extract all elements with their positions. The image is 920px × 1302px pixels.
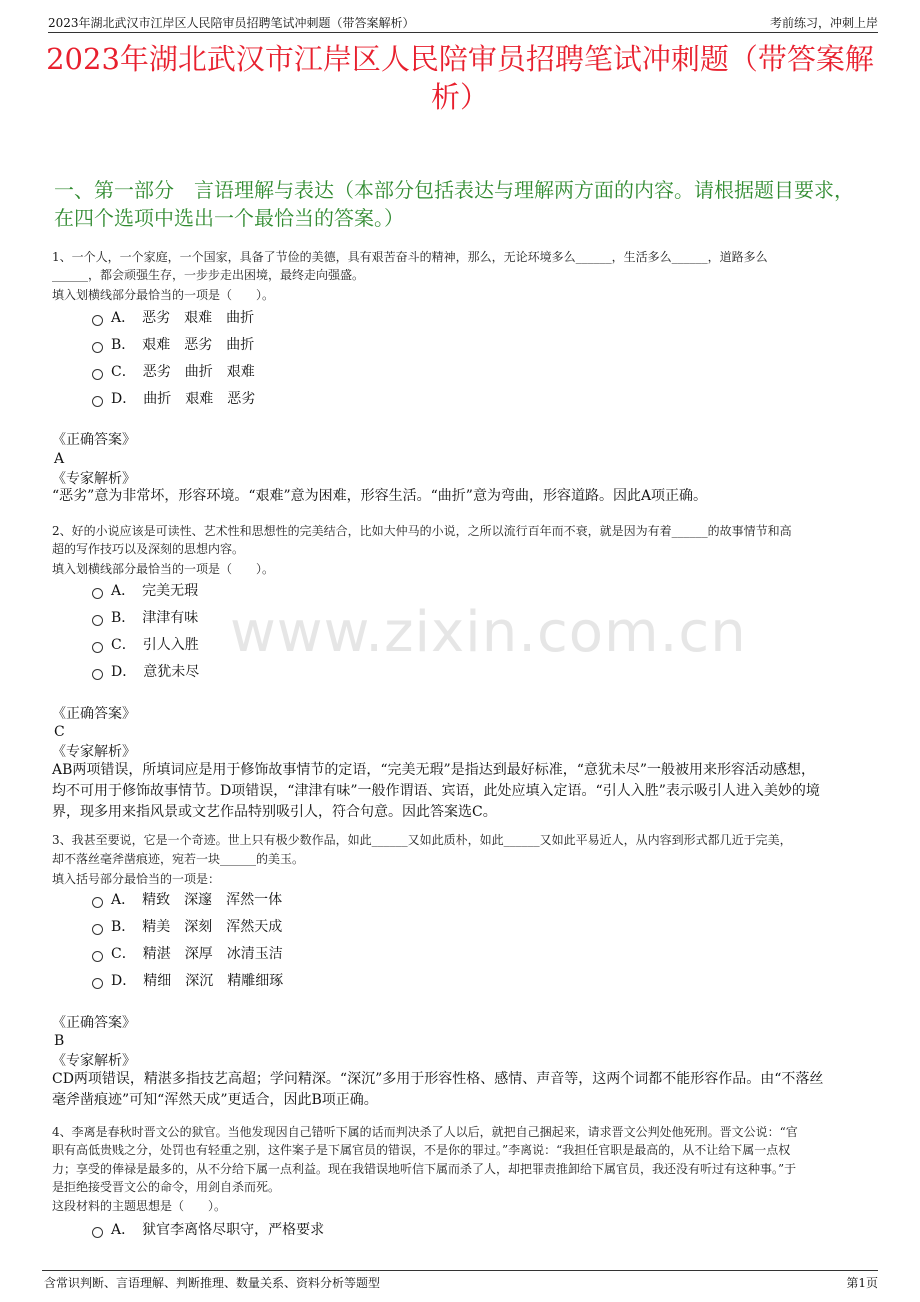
page-number: 第1页 xyxy=(846,1276,878,1290)
question-3-analysis-label: 《专家解析》 xyxy=(52,1053,136,1069)
question-3-analysis-line: CD两项错误，精湛多指技艺高超；学问精深。“深沉”多用于形容性格、感情、声音等，这两个词都不能形容作品。由“不落丝 xyxy=(52,1071,824,1087)
question-2-analysis-line: 均不可用于修饰故事情节。D项错误，“津津有味”一般作谓语、宾语，此处应填入定语。“引人入胜”表示吸引人进入美妙的境 xyxy=(52,783,820,799)
option-label: B． 精美 深刻 浑然天成 xyxy=(111,919,283,935)
radio-icon[interactable] xyxy=(92,615,103,626)
question-1-stem-line: ______，都会顽强生存，一步步走出困境，最终走向强盛。 xyxy=(52,268,365,282)
question-1-answer-label: 《正确答案》 xyxy=(52,432,136,448)
question-2-analysis-line: 界，现多用来指风景或文艺作品特别吸引人，符合句意。因此答案选C。 xyxy=(52,804,497,820)
header-doc-title: 2023年湖北武汉市江岸区人民陪审员招聘笔试冲刺题（带答案解析） xyxy=(48,16,415,30)
question-3-option-d[interactable] xyxy=(92,970,283,992)
option-label: C． 引人入胜 xyxy=(111,637,199,653)
radio-icon[interactable] xyxy=(92,1227,103,1238)
question-2-stem-line: 超的写作技巧以及深刻的思想内容。 xyxy=(52,542,245,556)
header-slogan: 考前练习，冲刺上岸 xyxy=(769,16,878,30)
radio-icon[interactable] xyxy=(92,978,103,989)
option-label: C． 恶劣 曲折 艰难 xyxy=(111,364,255,380)
question-1-option-d[interactable] xyxy=(92,388,255,410)
option-label: D． 曲折 艰难 恶劣 xyxy=(111,391,256,407)
question-2-stem-line: 2、好的小说应该是可读性、艺术性和思想性的完美结合，比如大仲马的小说，之所以流行百年而不衰，就是因为有着______的故事情节和高 xyxy=(52,524,792,538)
watermark: www.zixin.com.cn xyxy=(230,600,747,665)
question-1-analysis: “恶劣”意为非常坏，形容环境。“艰难”意为困难，形容生活。“曲折”意为弯曲，形容道路。因此A项正确。 xyxy=(52,488,708,504)
option-label: A． 完美无瑕 xyxy=(111,583,199,599)
question-3-answer-label: 《正确答案》 xyxy=(52,1015,136,1031)
question-2-answer: C xyxy=(54,724,65,740)
page-footer xyxy=(42,1270,878,1293)
option-label: D． 意犹未尽 xyxy=(111,664,200,680)
radio-icon[interactable] xyxy=(92,642,103,653)
radio-icon[interactable] xyxy=(92,315,103,326)
question-4-option-a[interactable] xyxy=(92,1219,324,1241)
question-3-option-c[interactable] xyxy=(92,943,283,965)
question-3-stem-line: 3、我甚至要说，它是一个奇迹。世上只有极少数作品，如此______又如此质朴，如此______又如此平易近人，从内容到形式都几近于完美， xyxy=(52,833,792,847)
radio-icon[interactable] xyxy=(92,396,103,407)
radio-icon[interactable] xyxy=(92,951,103,962)
question-2-option-c[interactable] xyxy=(92,634,199,656)
question-4-stem-line: 力；享受的俸禄是最多的，从不分给下属一点利益。现在我错误地听信下属而杀了人，却把罪责推卸给下属官员，我还没有听过有这种事。”于 xyxy=(52,1162,797,1176)
question-3-option-a[interactable] xyxy=(92,889,282,911)
question-3-prompt: 填入括号部分最恰当的一项是： xyxy=(52,872,221,886)
option-label: D． 精细 深沉 精雕细琢 xyxy=(111,973,284,989)
option-label: A． 精致 深邃 浑然一体 xyxy=(111,892,283,908)
question-1-option-a[interactable] xyxy=(92,307,254,329)
section-heading: 一、第一部分 言语理解与表达（本部分包括表达与理解两方面的内容。请根据题目要求，在四个选项中选出一个最恰当的答案。） xyxy=(54,178,854,230)
question-1-prompt: 填入划横线部分最恰当的一项是（ ）。 xyxy=(52,288,275,302)
question-4-stem-line: 4、李离是春秋时晋文公的狱官。当他发现因自己错听下属的话而判决杀了人以后，就把自己捆起来，请求晋文公判处他死刑。晋文公说：“官 xyxy=(52,1125,798,1139)
question-1-analysis-label: 《专家解析》 xyxy=(52,471,136,487)
question-2-analysis-line: AB两项错误，所填词应是用于修饰故事情节的定语，“完美无瑕”是指达到最好标准，“意犹未尽”一般被用来形容活动感想， xyxy=(52,762,816,778)
option-label: C． 精湛 深厚 冰清玉洁 xyxy=(111,946,283,962)
option-label: B． 艰难 恶劣 曲折 xyxy=(111,337,255,353)
option-label: A． 狱官李离恪尽职守，严格要求 xyxy=(111,1222,325,1238)
question-2-option-a[interactable] xyxy=(92,580,198,602)
question-4-stem-line: 是拒绝接受晋文公的命令，用剑自杀而死。 xyxy=(52,1180,281,1194)
radio-icon[interactable] xyxy=(92,897,103,908)
question-2-analysis-label: 《专家解析》 xyxy=(52,744,136,760)
question-3-option-b[interactable] xyxy=(92,916,282,938)
radio-icon[interactable] xyxy=(92,369,103,380)
question-3-analysis-line: 毫斧凿痕迹”可知“浑然天成”更适合，因此B项正确。 xyxy=(52,1092,378,1108)
question-2-option-b[interactable] xyxy=(92,607,198,629)
question-4-prompt: 这段材料的主题思想是（ ）。 xyxy=(52,1199,227,1213)
question-2-answer-label: 《正确答案》 xyxy=(52,706,136,722)
radio-icon[interactable] xyxy=(92,342,103,353)
footer-note: 含常识判断、言语理解、判断推理、数量关系、资料分析等题型 xyxy=(44,1276,381,1290)
question-3-answer: B xyxy=(54,1033,65,1049)
radio-icon[interactable] xyxy=(92,924,103,935)
radio-icon[interactable] xyxy=(92,669,103,680)
question-2-prompt: 填入划横线部分最恰当的一项是（ ）。 xyxy=(52,562,275,576)
question-1-option-c[interactable] xyxy=(92,361,255,383)
option-label: A． 恶劣 艰难 曲折 xyxy=(111,310,255,326)
question-1-stem-line: 1、一个人，一个家庭，一个国家，具备了节俭的美德，具有艰苦奋斗的精神，那么，无论环境多么______，生活多么______，道路多么 xyxy=(52,250,768,264)
question-2-option-d[interactable] xyxy=(92,661,199,683)
document-title: 2023年湖北武汉市江岸区人民陪审员招聘笔试冲刺题（带答案解析） xyxy=(46,42,874,114)
question-1-option-b[interactable] xyxy=(92,334,254,356)
question-4-stem-line: 职有高低贵贱之分，处罚也有轻重之别，这件案子是下属官员的错误，不是你的罪过。”李离说：“我担任官职是最高的，从不让给下属一点权 xyxy=(52,1143,791,1157)
question-3-stem-line: 却不落丝毫斧凿痕迹，宛若一块______的美玉。 xyxy=(52,852,305,866)
question-1-answer: A xyxy=(54,451,65,467)
radio-icon[interactable] xyxy=(92,588,103,599)
option-label: B． 津津有味 xyxy=(111,610,199,626)
